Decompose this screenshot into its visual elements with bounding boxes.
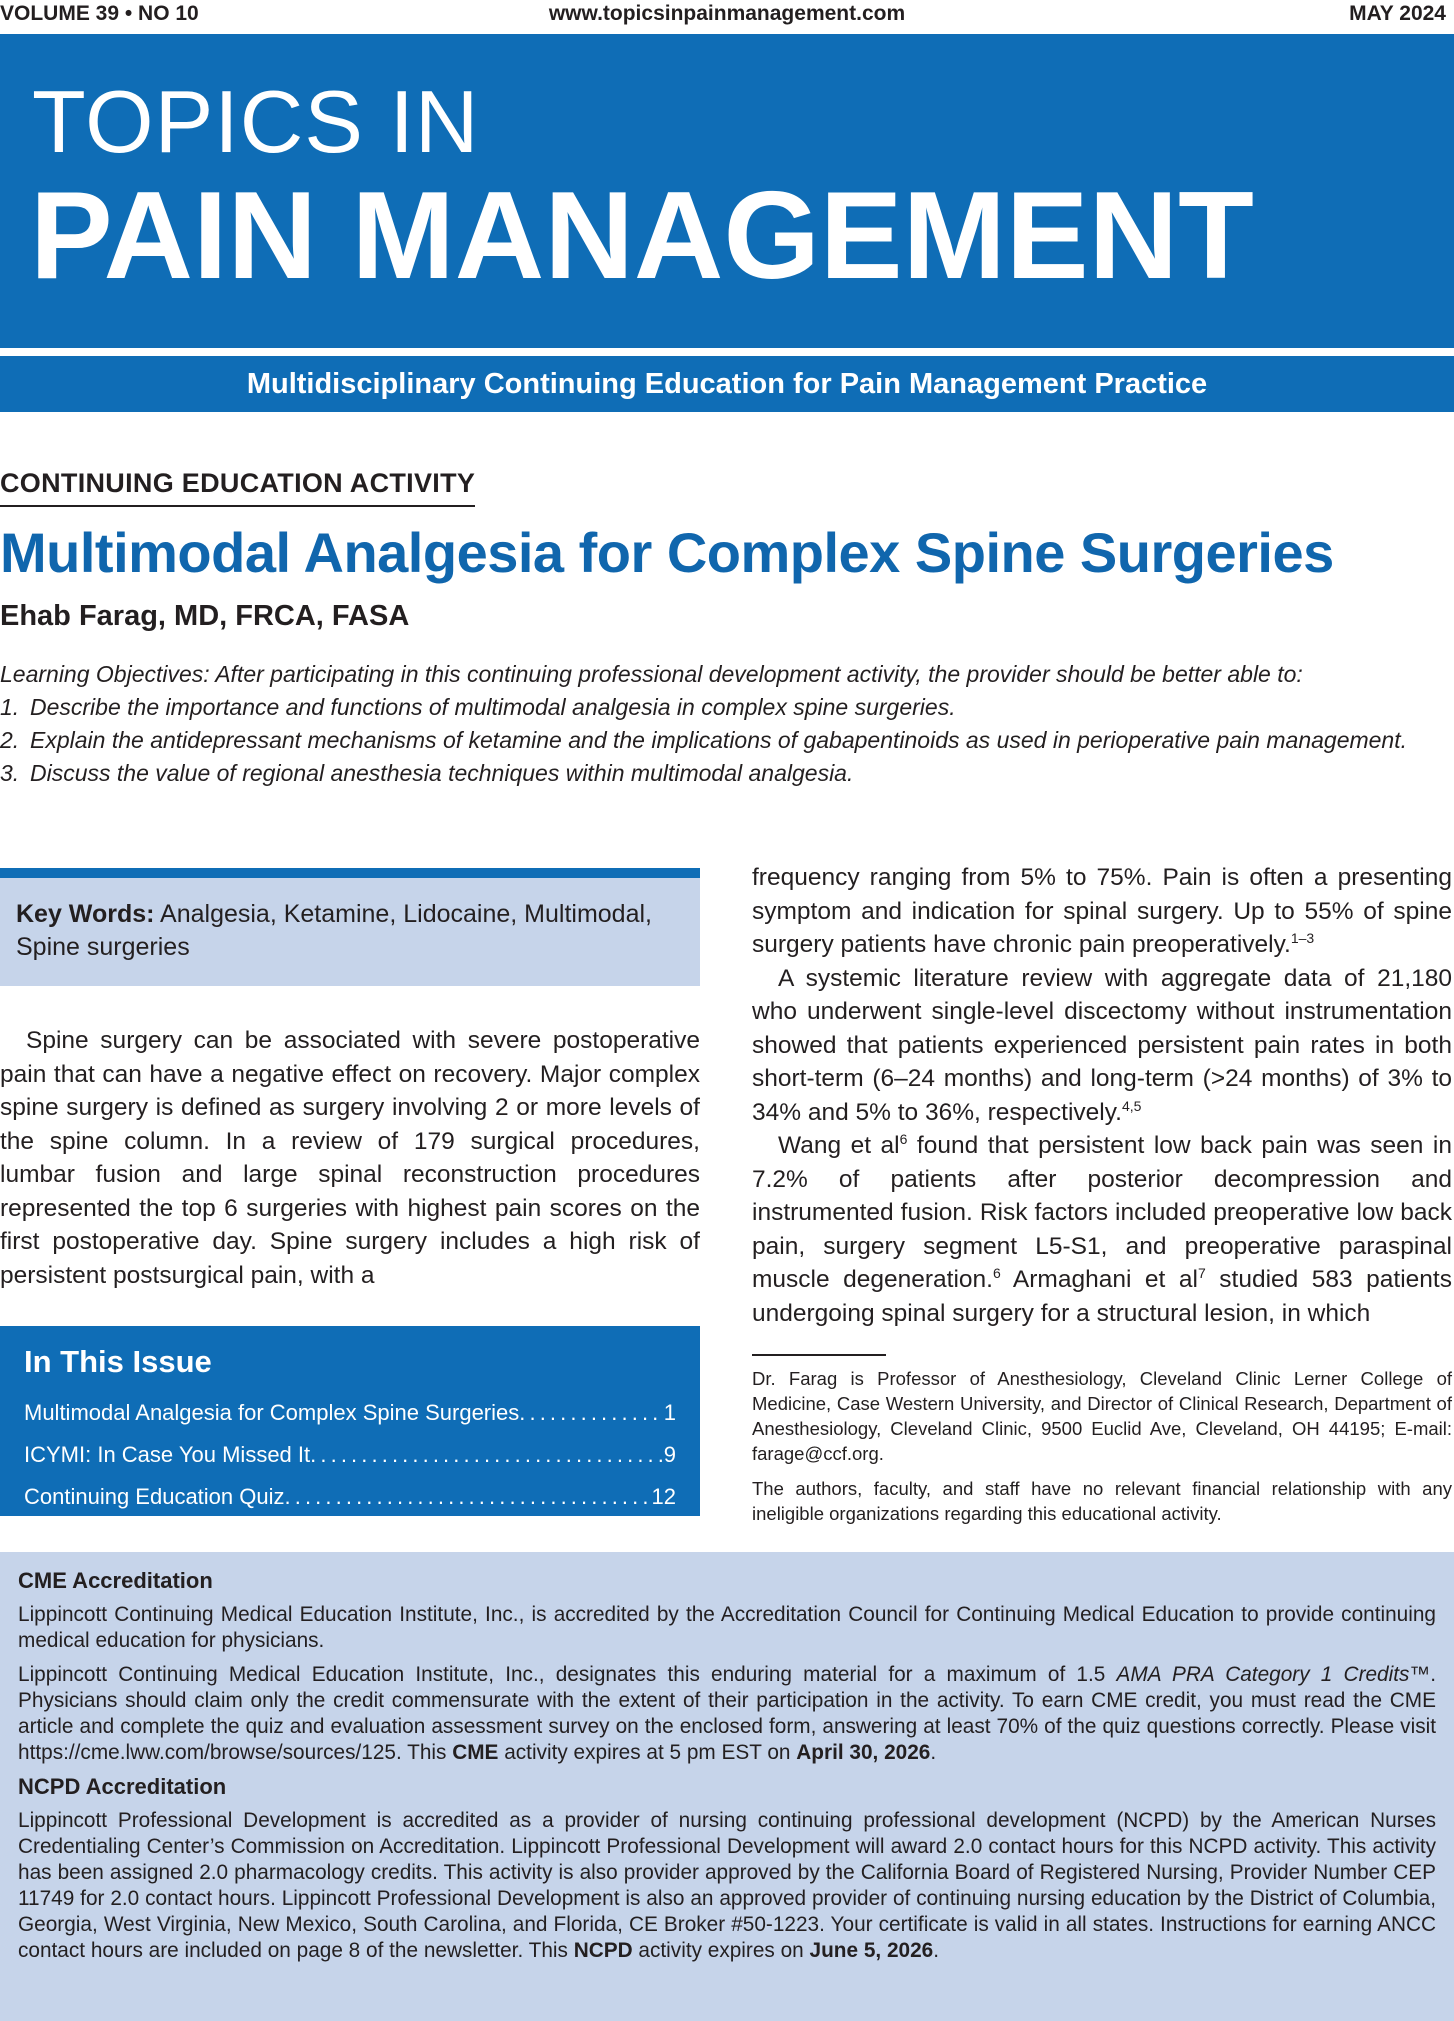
in-this-issue-title: In This Issue [24,1344,212,1379]
running-header [0,0,1454,34]
masthead [0,34,1454,348]
ncpd-heading: NCPD Accreditation [18,1774,227,1799]
objectives-intro: Learning Objectives: After participating in this continuing professional development activity, the provider should be better able to: [0,661,1303,687]
cme-paragraph: Lippincott Continuing Medical Education Institute, Inc., is accredited by the Accreditation Council for Continuing Medical Education to provide continuing medical education for physicians. [18,1603,1436,1652]
cme-heading: CME Accreditation [18,1568,213,1593]
paragraph-text: Wang et al [778,1132,900,1159]
section-label: CONTINUING EDUCATION ACTIVITY [0,468,475,507]
objective-item [0,757,1454,790]
toc-item-label: Multimodal Analgesia for Complex Spine Surgeries [24,1400,520,1425]
ncpd-paragraph [18,1808,1436,1964]
emphasis: NCPD [573,1939,633,1962]
toc-item-page: 1 [663,1400,676,1425]
objective-item [0,724,1454,757]
masthead-tagline: Multidisciplinary Continuing Education for Pain Management Practice [0,356,1454,412]
paragraph-text: Armaghani et al [1000,1266,1198,1293]
issue-date: MAY 2024 [1349,2,1446,25]
objective-number: 2. [0,727,20,753]
cme-paragraph [18,1662,1436,1766]
paragraph-text: found that persistent low back pain was seen in 7.2% of patients after posterior decompression and instrumented fusion. Risk factors included preoperative low back pain, surgery segment L5-S1, and preoperative paraspinal muscle degeneration. [752,1132,1452,1293]
objective-text: Explain the antidepressant mechanisms of ketamine and the implications of gabapentinoids as used in perioperative pain management. [30,727,1408,753]
emphasis: CME [452,1741,499,1764]
objective-text: Describe the importance and functions of multimodal analgesia in complex spine surgeries. [30,694,956,720]
citation: 1–3 [1290,929,1315,946]
learning-objectives [0,658,1454,790]
toc-item[interactable] [24,1434,676,1476]
objective-text: Discuss the value of regional anesthesia techniques within multimodal analgesia. [30,760,854,786]
toc-item-label: Continuing Education Quiz [24,1484,285,1509]
text-run: Lippincott Continuing Medical Education Institute, Inc., designates this enduring material for a maximum of 1.5 [18,1663,1117,1686]
paragraph-text: A systemic literature review with aggregate data of 21,180 who underwent single-level discectomy without instrumentation showed that patients experienced persistent pain rates in both short-term (6–24 months) and long-term (>24 months) of 3% to 34% and 5% to 36%, respectively. [752,964,1452,1126]
body-paragraph: Spine surgery can be associated with severe postoperative pain that can have a negative effect on recovery. Major complex spine surgery is defined as surgery involving 2 or more levels of the spine column. In a review of 179 surgical procedures, lumbar fusion and large spinal reconstruction procedures represented the top 6 surgeries with highest pain scores on the first postoperative day. Spine surgery includes a high risk of persistent postsurgical pain, with a [0,1027,700,1289]
cme-expiry-date: April 30, 2026 [796,1741,931,1764]
toc-leader-dots [285,1476,652,1518]
in-this-issue-box [0,1326,700,1516]
body-column-left [0,1024,700,1292]
paragraph-text: frequency ranging from 5% to 75%. Pain is often a presenting symptom and indication for spinal surgery. Up to 55% of spine surgery patients have chronic pain preoperatively. [752,864,1452,958]
citation: 7 [1197,1264,1206,1281]
body-paragraph [752,962,1452,1130]
credit-name: AMA PRA Category 1 Credits [1116,1663,1410,1686]
body-paragraph [752,1129,1452,1330]
accreditation-panel [0,1552,1454,2021]
toc-item[interactable] [24,1476,676,1518]
text-run: Lippincott Professional Development is accredited as a provider of nursing continuing professional development (NCPD) by the American Nurses Credentialing Center’s Commission on Accreditation. Lippincott Professional Development will award 2.0 contact hours for this NCPD activity. This activity has been assigned 2.0 pharmacology credits. This activity is also provider approved by the California Board of Registered Nursing, Provider Number CEP 11749 for 2.0 contact hours. Lippincott Professional Development is also an approved provider of continuing nursing education by the District of Columbia, Georgia, West Virginia, New Mexico, South Carolina, and Florida, CE Broker #50-1223. Your certificate is valid in all states. Instructions for earning ANCC contact hours are included on page 8 of the newsletter. This [18,1809,1436,1962]
website-url[interactable]: www.topicsinpainmanagement.com [548,2,906,25]
objective-number: 3. [0,760,20,786]
toc-leader-dots [310,1434,664,1476]
keywords-label: Key Words: [16,900,155,928]
objective-item [0,691,1454,724]
text-run: activity expires on [632,1939,810,1962]
ncpd-expiry-date: June 5, 2026 [809,1939,934,1962]
author-affiliation-footnote: Dr. Farag is Professor of Anesthesiology, Cleveland Clinic Lerner College of Medicine, Case Western University, and Director of Clinical Research, Department of Anesthesiology, Cleveland Clinic, 9500 Euclid Ave, Cleveland, OH 44195; E-mail: farage@ccf.org. [752,1368,1452,1464]
masthead-line-1: TOPICS IN [32,72,480,171]
toc-item-page: 12 [651,1484,676,1509]
disclosure-footnote: The authors, faculty, and staff have no relevant financial relationship with any ineligible organizations regarding this educational activity. [752,1478,1452,1524]
paragraph-text: studied 583 patients undergoing spinal surgery for a structural lesion, in which [752,1266,1452,1327]
citation: 4,5 [1121,1097,1142,1114]
body-paragraph [752,861,1452,962]
text-run: activity expires at 5 pm EST on [498,1741,797,1764]
objective-number: 1. [0,694,20,720]
article-title: Multimodal Analgesia for Complex Spine Surgeries [0,521,1334,584]
footnote-divider [752,1354,886,1356]
toc-item[interactable] [24,1392,676,1434]
toc-item-page: 9 [663,1442,676,1467]
volume-number: VOLUME 39 • NO 10 [0,2,199,25]
keywords-box [0,868,700,986]
text-run: . [933,1939,940,1962]
citation: 6 [899,1130,908,1147]
keywords-list: Analgesia, Ketamine, Lidocaine, Multimodal, Spine surgeries [16,900,652,961]
article-author: Ehab Farag, MD, FRCA, FASA [0,600,410,632]
toc-leader-dots [519,1392,664,1434]
toc-item-label: ICYMI: In Case You Missed It [24,1442,311,1467]
text-run: . [930,1741,937,1764]
citation: 6 [992,1264,1001,1281]
masthead-line-2: PAIN MANAGEMENT [30,167,1254,305]
body-column-right [752,861,1452,1330]
text-run: ™. Physicians should claim only the credit commensurate with the extent of their participation in the activity. To earn CME credit, you must read the CME article and complete the quiz and evaluation assessment survey on the enclosed form, answering at least 70% of the quiz questions correctly. Please visit https://cme.lww.com/browse/sources/125. This [18,1663,1436,1764]
